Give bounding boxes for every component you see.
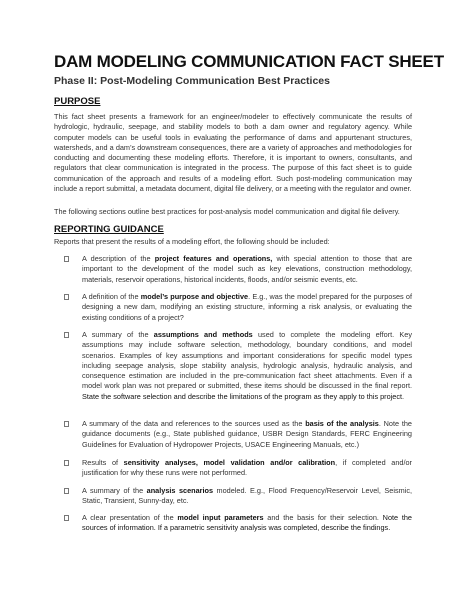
item-emphasis: model input parameters — [177, 513, 264, 522]
checkbox-icon — [64, 332, 69, 338]
purpose-heading: PURPOSE — [54, 96, 101, 107]
item-text: modeled. E.g., Flood Frequency/Reservoir Level, Seismic, Static, Transient, Sunny-day, etc. — [82, 486, 412, 506]
checkbox-icon — [64, 256, 69, 262]
item-text: A description of the — [82, 254, 155, 263]
item-text: , if completed and/or justification for why these runs were not performed. — [82, 458, 412, 478]
list-item — [64, 292, 412, 323]
item-text: A clear presentation of the — [82, 513, 178, 522]
list-item — [64, 419, 412, 450]
reporting-heading: REPORTING GUIDANCE — [54, 224, 164, 235]
list-item — [64, 486, 412, 507]
item-emphasis: model’s purpose and objective — [140, 292, 249, 301]
item-text: . E.g., was the model prepared for the purposes of designing a new dam, modifying an existing structure, informing a risk analysis, or evaluating the existing conditions of a project? — [82, 292, 412, 322]
list-item — [64, 458, 412, 479]
reporting-intro: Reports that present the results of a modeling effort, the following should be included: — [54, 237, 330, 246]
item-note: Note the sources of information. If a parametric sensitivity analysis was completed, describe the findings. — [82, 513, 412, 533]
item-text: A summary of the — [82, 330, 154, 339]
item-emphasis: basis of the analysis — [305, 419, 379, 428]
item-text: and the basis for their selection. — [263, 513, 379, 522]
item-text: with special attention to those that are important to the development of the model such as key elevations, construction methodology, materials, reservoir operations, historical incidents, floods, and/or seismic events, etc. — [82, 254, 413, 284]
purpose-followup: The following sections outline best practices for post-analysis model communication and digital file delivery. — [54, 207, 400, 216]
item-text: . Note the guidance documents (e.g., State published guidance, USBR Design Standards, FERC Engineering Guidelines for Evaluation of Hydropower Projects, USACE Engineering Manuals, etc.) — [82, 419, 412, 449]
list-item — [64, 330, 412, 402]
item-emphasis: analysis scenarios — [146, 486, 214, 495]
document-subtitle: Phase II: Post-Modeling Communication Best Practices — [54, 75, 330, 87]
list-item — [64, 513, 412, 534]
item-text: used to complete the modeling effort. Key assumptions may include software selection, methodology, boundary conditions, and model scenarios. Examples of key assumptions and important considerations for specific model types including seepage analysis, slope stability analysis, hydrologic analysis, hydraulic analysis, and consequence estimation are included in the pre-communication fact sheet attachments. Even if a model work plan was not prepared or submitted, these items should be discussed in the final report. — [82, 330, 412, 391]
checkbox-icon — [64, 421, 69, 427]
list-item — [64, 254, 412, 285]
document-title: DAM MODELING COMMUNICATION FACT SHEET — [54, 52, 444, 71]
item-emphasis: project features and operations, — [154, 254, 273, 263]
item-text: Results of — [82, 458, 124, 467]
item-emphasis: sensitivity analyses, model validation and/or calibration — [123, 458, 336, 467]
purpose-paragraph: This fact sheet presents a framework for an engineer/modeler to effectively communicate the results of hydrologic, hydraulic, seepage, and stability models to both a dam owner and regulatory agency. While computer models can be useful tools in evaluating the performance of dams and appurtenant structures, watersheds, and a dam’s downstream consequences, there are a variety of approaches and methodologies for conducting and documenting these modeling efforts. Therefore, it is important to owners, consultants, and regulators that clear communication is integrated in the process. The purpose of this fact sheet is to guide communication of the approach and results of a modeling effort. Such post-modeling communication may include a report submittal, a metadata document, digital file delivery, or a meeting with the regulator and owner. — [54, 112, 412, 194]
item-text: A definition of the — [82, 292, 141, 301]
item-emphasis: assumptions and methods — [153, 330, 253, 339]
item-text: A summary of the data and references to the sources used as the — [82, 419, 306, 428]
checkbox-icon — [64, 515, 69, 521]
checkbox-icon — [64, 488, 69, 494]
item-text: A summary of the — [82, 486, 147, 495]
item-note: State the software selection and describe the limitations of the program as they apply to this project. — [82, 391, 405, 401]
checkbox-icon — [64, 460, 69, 466]
checkbox-icon — [64, 294, 69, 300]
